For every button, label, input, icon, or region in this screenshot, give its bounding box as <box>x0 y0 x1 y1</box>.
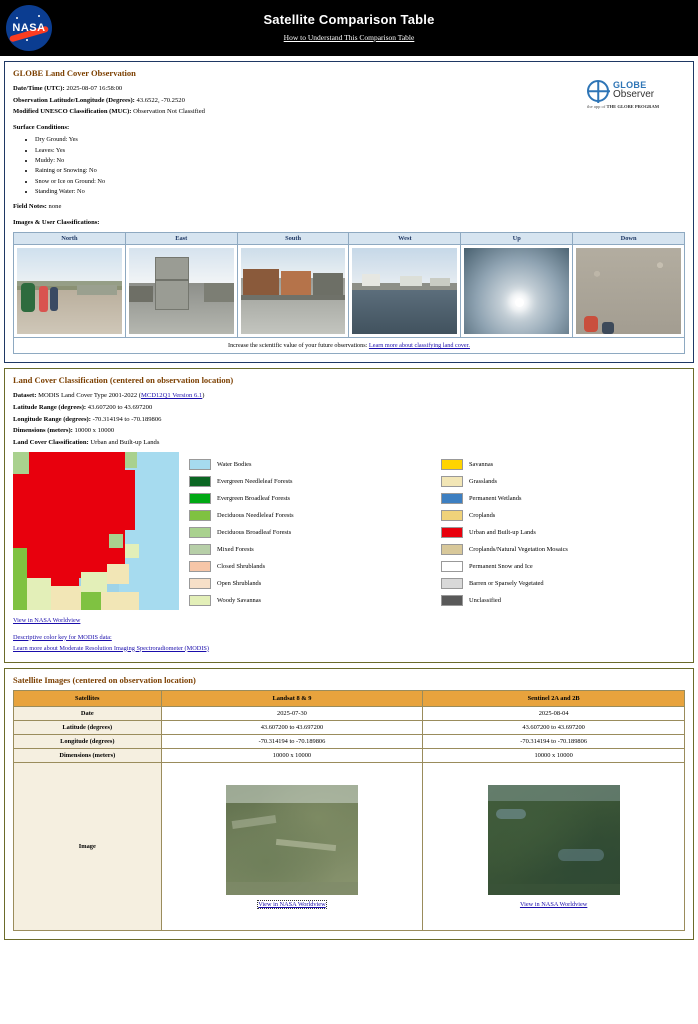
color-key-block <box>13 633 685 644</box>
column-header-down: Down <box>573 233 685 245</box>
legend-label: Woody Savannas <box>217 597 262 605</box>
legend-item <box>441 456 685 473</box>
cell-date-sentinel: 2025-08-04 <box>423 707 685 721</box>
sentinel-link-wrap <box>425 901 682 908</box>
classify-footer-text: Increase the scientific value of your future observations: <box>228 342 368 350</box>
column-header-satellites: Satellites <box>14 691 162 707</box>
legend-item <box>189 507 433 524</box>
muc-value: Observation Not Classified <box>133 108 205 116</box>
lon-range-row <box>13 414 685 426</box>
classification-details <box>13 390 685 448</box>
photo-cell-north[interactable] <box>14 245 126 338</box>
legend-item <box>441 558 685 575</box>
field-notes-value: none <box>48 203 62 211</box>
photo-up[interactable] <box>464 248 569 334</box>
nasa-logo-text: NASA <box>12 22 46 34</box>
datetime-label: Date/Time (UTC): <box>13 85 65 92</box>
modis-learn-more-link[interactable]: Learn more about Moderate Resolution Imaging Spectroradiometer (MODIS) <box>13 644 210 652</box>
datetime-value: 2025-08-07 16:58:00 <box>66 85 123 92</box>
legend-swatch-permanent-wetlands <box>441 493 463 504</box>
photo-down[interactable] <box>576 248 681 334</box>
lon-range-value: -70.314194 to -70.189806 <box>92 415 162 423</box>
nasa-star <box>16 17 18 19</box>
column-header-sentinel: Sentinel 2A and 2B <box>423 691 685 707</box>
lcc-value: Urban and Built-up Lands <box>90 438 160 446</box>
legend-item <box>189 541 433 558</box>
dimensions-row <box>13 425 685 437</box>
legend-label: Open Shrublands <box>217 580 262 588</box>
view-in-nasa-worldview-link-sentinel[interactable]: View in NASA Worldview <box>519 901 588 909</box>
legend-item <box>441 507 685 524</box>
legend-swatch-woody-savannas <box>189 595 211 606</box>
photo-cell-south[interactable] <box>237 245 349 338</box>
list-item: • Dry Ground: Yes <box>35 135 685 145</box>
satellite-header-row <box>14 691 685 707</box>
legend-swatch-croplands-mosaics <box>441 544 463 555</box>
cell-dimensions-landsat: 10000 x 10000 <box>161 749 423 763</box>
legend-swatch-water-bodies <box>189 459 211 470</box>
table-row <box>14 749 685 763</box>
globe-ring-icon <box>587 80 609 102</box>
classify-footer-cell <box>14 338 685 354</box>
tagline-bold: THE GLOBE PROGRAM <box>606 104 660 109</box>
legend-swatch-urban-built-up <box>441 527 463 538</box>
direction-photos-table <box>13 232 685 354</box>
legend-label: Water Bodies <box>217 461 252 469</box>
legend-label: Croplands/Natural Vegetation Mosaics <box>469 546 568 554</box>
legend-swatch-deciduous-broadleaf <box>189 527 211 538</box>
how-to-understand-link[interactable]: How to Understand This Comparison Table <box>283 32 415 42</box>
legend-item <box>441 541 685 558</box>
classification-panel <box>4 368 694 663</box>
legend-label: Mixed Forests <box>217 546 254 554</box>
globe-logo-tagline <box>587 104 683 109</box>
descriptive-color-key-link[interactable]: Descriptive color key for MODIS data: <box>13 633 112 641</box>
cell-latitude-landsat: 43.607200 to 43.697200 <box>161 721 423 735</box>
legend-label: Barren or Sparsely Vegetated <box>469 580 544 588</box>
legend-item <box>189 473 433 490</box>
legend-item <box>189 524 433 541</box>
lat-range-row <box>13 402 685 414</box>
legend-item <box>189 592 433 609</box>
column-header-west: West <box>349 233 461 245</box>
dimensions-label: Dimensions (meters): <box>13 427 73 435</box>
legend-item <box>441 575 685 592</box>
lat-range-label: Latitude Range (degrees): <box>13 403 87 411</box>
landsat-link-wrap <box>164 901 421 908</box>
table-row-image <box>14 763 685 931</box>
legend-label: Unclassified <box>469 597 501 605</box>
muc-label: Modified UNESCO Classification (MUC): <box>13 108 132 116</box>
observation-panel-title: GLOBE Land Cover Observation <box>13 68 136 78</box>
legend-label: Permanent Wetlands <box>469 495 522 503</box>
table-row <box>14 735 685 749</box>
satellite-panel-title: Satellite Images (centered on observation location) <box>13 675 196 686</box>
legend <box>189 452 685 610</box>
legend-label: Evergreen Broadleaf Forests <box>217 495 290 503</box>
lon-range-label: Longitude Range (degrees): <box>13 415 91 423</box>
photo-east[interactable] <box>129 248 234 334</box>
cell-longitude-sentinel: -70.314194 to -70.189806 <box>423 735 685 749</box>
column-header-landsat: Landsat 8 & 9 <box>161 691 423 707</box>
globe-logo-line1: GLOBE <box>613 80 647 91</box>
legend-swatch-savannas <box>441 459 463 470</box>
legend-label: Evergreen Needleleaf Forests <box>217 478 293 486</box>
dataset-row <box>13 390 685 402</box>
observation-panel <box>4 61 694 363</box>
cell-longitude-landsat: -70.314194 to -70.189806 <box>161 735 423 749</box>
photo-header-row <box>14 233 685 245</box>
globe-observer-logo <box>587 80 683 109</box>
legend-item <box>441 490 685 507</box>
row-label-dimensions: Dimensions (meters) <box>14 749 162 763</box>
column-header-north: North <box>14 233 126 245</box>
satellite-image-landsat[interactable] <box>226 785 358 895</box>
column-header-east: East <box>125 233 237 245</box>
latlon-value: 43.6522, -70.2520 <box>136 96 185 104</box>
page-title: Satellite Comparison Table <box>263 11 435 27</box>
legend-swatch-open-shrublands <box>189 578 211 589</box>
list-item: • Muddy: No <box>35 156 685 166</box>
lat-range-value: 43.607200 to 43.697200 <box>87 403 153 411</box>
lcc-label: Land Cover Classification: <box>13 438 89 446</box>
latlon-row <box>13 95 685 107</box>
nasa-star <box>26 39 28 41</box>
legend-swatch-mixed-forests <box>189 544 211 555</box>
legend-label: Permanent Snow and Ice <box>469 563 533 571</box>
header-center <box>52 12 646 45</box>
dataset-value-end: ) <box>202 392 205 400</box>
legend-label: Savannas <box>469 461 494 469</box>
cell-image-landsat <box>161 763 423 931</box>
legend-swatch-permanent-snow-ice <box>441 561 463 572</box>
classification-body <box>13 452 685 610</box>
modis-block <box>13 644 685 655</box>
list-item: • Snow or Ice on Ground: No <box>35 177 685 187</box>
land-cover-map[interactable] <box>13 452 179 610</box>
photo-cell-west[interactable] <box>349 245 461 338</box>
cell-latitude-sentinel: 43.607200 to 43.697200 <box>423 721 685 735</box>
legend-swatch-deciduous-needleleaf <box>189 510 211 521</box>
classification-panel-title: Land Cover Classification (centered on observation location) <box>13 375 234 386</box>
latlon-label: Observation Latitude/Longitude (Degrees): <box>13 96 135 104</box>
cell-date-landsat: 2025-07-30 <box>161 707 423 721</box>
row-label-latitude: Latitude (degrees) <box>14 721 162 735</box>
legend-item <box>189 558 433 575</box>
legend-swatch-grasslands <box>441 476 463 487</box>
photo-footer-row <box>14 338 685 354</box>
page-header <box>0 0 698 56</box>
photo-cell-east[interactable] <box>125 245 237 338</box>
dimensions-value: 10000 x 10000 <box>74 427 115 435</box>
photo-cell-down[interactable] <box>573 245 685 338</box>
table-row <box>14 721 685 735</box>
photo-south[interactable] <box>241 248 346 334</box>
legend-label: Urban and Built-up Lands <box>469 529 536 537</box>
muc-row <box>13 106 685 118</box>
dataset-label: Dataset: <box>13 392 37 400</box>
field-notes-label: Field Notes: <box>13 203 47 211</box>
photo-cell-up[interactable] <box>461 245 573 338</box>
field-notes-row <box>13 201 685 213</box>
surface-conditions-row <box>13 122 685 134</box>
legend-item <box>189 575 433 592</box>
nasa-star <box>38 15 40 17</box>
cell-image-sentinel <box>423 763 685 931</box>
lcc-row <box>13 437 685 449</box>
list-item: • Leaves: Yes <box>35 146 685 156</box>
classify-land-cover-link[interactable]: Learn more about classifying land cover. <box>368 342 470 350</box>
satellite-image-sentinel[interactable] <box>488 785 620 895</box>
column-header-up: Up <box>461 233 573 245</box>
view-in-nasa-worldview-link-landsat[interactable]: View in NASA Worldview <box>258 901 326 909</box>
legend-swatch-evergreen-needleleaf <box>189 476 211 487</box>
legend-item <box>441 592 685 609</box>
surface-conditions-list <box>13 135 685 197</box>
list-item: • Raining or Snowing: No <box>35 166 685 176</box>
view-in-nasa-worldview-link[interactable]: View in NASA Worldview <box>13 617 81 625</box>
column-header-south: South <box>237 233 349 245</box>
images-classifications-label: Images & User Classifications: <box>13 218 100 226</box>
legend-swatch-evergreen-broadleaf <box>189 493 211 504</box>
photo-row <box>14 245 685 338</box>
legend-item <box>189 456 433 473</box>
legend-label: Grasslands <box>469 478 498 486</box>
legend-item <box>441 473 685 490</box>
legend-label: Closed Shrublands <box>217 563 266 571</box>
mcd12q1-link[interactable]: MCD12Q1 Version 6.1 <box>140 392 203 400</box>
images-label-row <box>13 217 685 229</box>
nasa-logo-icon <box>6 5 52 51</box>
legend-item <box>441 524 685 541</box>
legend-swatch-closed-shrublands <box>189 561 211 572</box>
globe-logo-line2: Observer <box>613 89 655 101</box>
legend-label: Croplands <box>469 512 496 520</box>
list-item: • Standing Water: No <box>35 187 685 197</box>
cell-dimensions-sentinel: 10000 x 10000 <box>423 749 685 763</box>
row-label-image: Image <box>14 763 162 931</box>
photo-north[interactable] <box>17 248 122 334</box>
dataset-value: MODIS Land Cover Type 2001-2022 ( <box>38 392 141 400</box>
datetime-row <box>13 80 685 95</box>
legend-label: Deciduous Needleleaf Forests <box>217 512 294 520</box>
legend-label: Deciduous Broadleaf Forests <box>217 529 292 537</box>
observation-details <box>13 80 685 133</box>
classification-links <box>13 616 685 654</box>
satellite-comparison-table <box>13 690 685 931</box>
surface-conditions-label: Surface Conditions: <box>13 123 70 131</box>
table-row <box>14 707 685 721</box>
satellite-panel <box>4 668 694 940</box>
row-label-date: Date <box>14 707 162 721</box>
legend-swatch-croplands <box>441 510 463 521</box>
photo-west[interactable] <box>352 248 457 334</box>
legend-item <box>189 490 433 507</box>
legend-swatch-unclassified <box>441 595 463 606</box>
tagline-pre: the app of <box>587 104 607 109</box>
row-label-longitude: Longitude (degrees) <box>14 735 162 749</box>
legend-swatch-barren <box>441 578 463 589</box>
